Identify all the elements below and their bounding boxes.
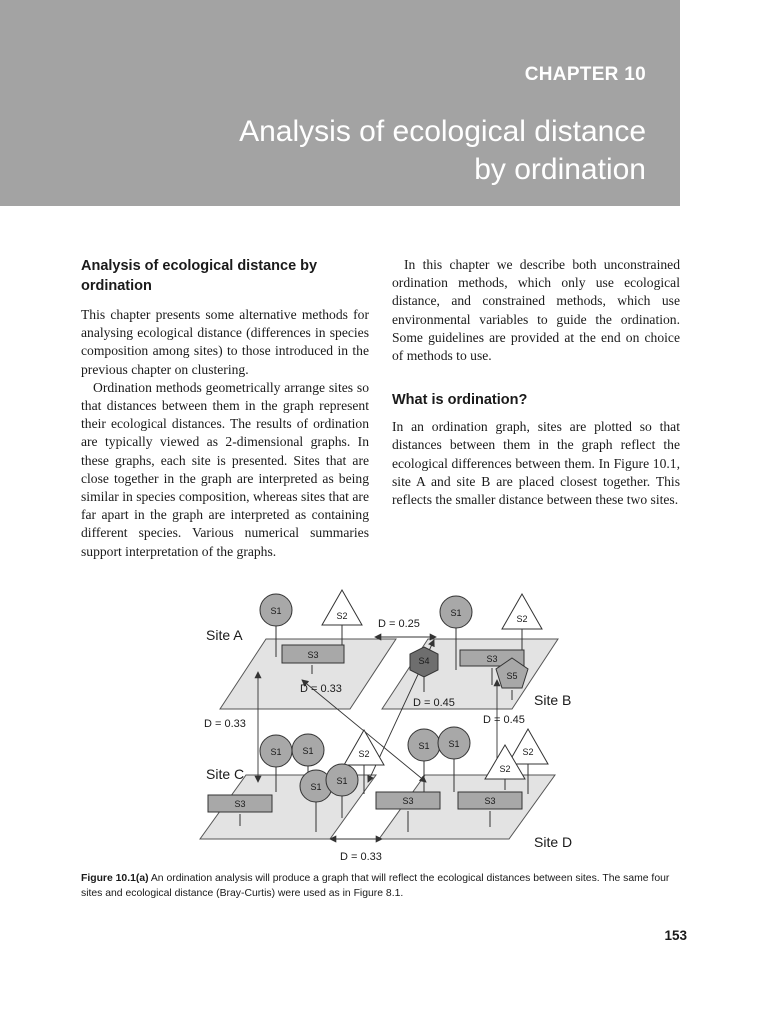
- chapter-title-line-2: by ordination: [474, 153, 646, 186]
- species-s1-label: S1: [302, 746, 314, 756]
- species-s2-label: S2: [499, 764, 511, 774]
- distance-label-cd: D = 0.33: [340, 851, 382, 863]
- species-s4-label: S4: [418, 656, 430, 666]
- body-paragraph-ordination-methods: Ordination methods geometrically arrange sites so that distances between them in the graph represent their ecological distances. The results of ordination are typically viewed as 2-dimensional graphs. In these graphs, each site is presented. Sites that are close together in the graph are interpreted as being similar in species composition, whereas sites that are far apart in the graph are interpreted as containing different species. Various numerical summaries support interpretation of the graphs.: [81, 379, 369, 559]
- page-number: 153: [664, 928, 687, 943]
- species-s1-label: S1: [336, 776, 348, 786]
- species-s2-label: S2: [522, 747, 534, 757]
- chapter-title-line-1: Analysis of ecological distance: [239, 115, 646, 148]
- left-column: [81, 256, 369, 561]
- site-c-label: Site C: [206, 766, 245, 782]
- chapter-title: [86, 113, 646, 189]
- species-s2-label: S2: [336, 611, 348, 621]
- site-a-label: Site A: [206, 627, 243, 643]
- distance-label-ab: D = 0.25: [378, 618, 420, 630]
- species-s1-label: S1: [270, 606, 282, 616]
- figure-caption-label: Figure 10.1(a): [81, 873, 149, 884]
- chapter-label: CHAPTER 10: [524, 64, 646, 85]
- body-paragraph-ordination-graph: In an ordination graph, sites are plotted so that distances between them in the graph reflect the ecological differences between them. In Figure 10.1, site A and site B are placed closest together. This reflects the smaller distance between these two sites.: [392, 419, 680, 508]
- section-heading-analysis: Analysis of ecological distance by ordination: [81, 258, 318, 294]
- body-paragraph-methods-described: In this chapter we describe both unconstrained ordination methods, which only use ecological distance, and constrained methods, which use environmental variables to guide the ordination. Some guidelines are provided at the end on choice of methods to use.: [392, 257, 680, 364]
- species-s2-label: S2: [516, 614, 528, 624]
- species-s1-label: S1: [418, 741, 430, 751]
- species-s5-label: S5: [506, 671, 518, 681]
- species-s1-label: S1: [448, 739, 460, 749]
- distance-label-bd: D = 0.45: [483, 714, 525, 726]
- species-s3-label: S3: [307, 650, 319, 660]
- figure-caption-text: An ordination analysis will produce a graph that will reflect the ecological distances between sites. The same four sites and ecological distance (Bray-Curtis) were used as in Figure 8.1.: [81, 873, 670, 899]
- site-b-label: Site B: [534, 692, 572, 708]
- species-s2-label: S2: [358, 749, 370, 759]
- chapter-header-band: [0, 0, 680, 206]
- right-column: [392, 256, 680, 509]
- species-s3-label: S3: [402, 796, 414, 806]
- species-s3-label: S3: [486, 654, 498, 664]
- species-s3-label: S3: [234, 799, 246, 809]
- distance-label-bc: D = 0.45: [413, 697, 455, 709]
- ordination-diagram-svg: [190, 582, 610, 867]
- species-s1-label: S1: [310, 782, 322, 792]
- species-s3-label: S3: [484, 796, 496, 806]
- species-s1-label: S1: [450, 608, 462, 618]
- distance-label-ad: D = 0.33: [300, 683, 342, 695]
- section-heading-what-is-ordination: What is ordination?: [392, 392, 528, 409]
- distance-label-ac: D = 0.33: [204, 718, 246, 730]
- figure-ordination-diagram: [190, 582, 610, 867]
- body-paragraph-intro: This chapter presents some alternative methods for analysing ecological distance (differences in species composition among sites) to those introduced in the previous chapter on clustering.: [81, 307, 369, 377]
- site-d-label: Site D: [534, 834, 573, 850]
- figure-caption: [81, 871, 681, 901]
- species-s1-label: S1: [270, 747, 282, 757]
